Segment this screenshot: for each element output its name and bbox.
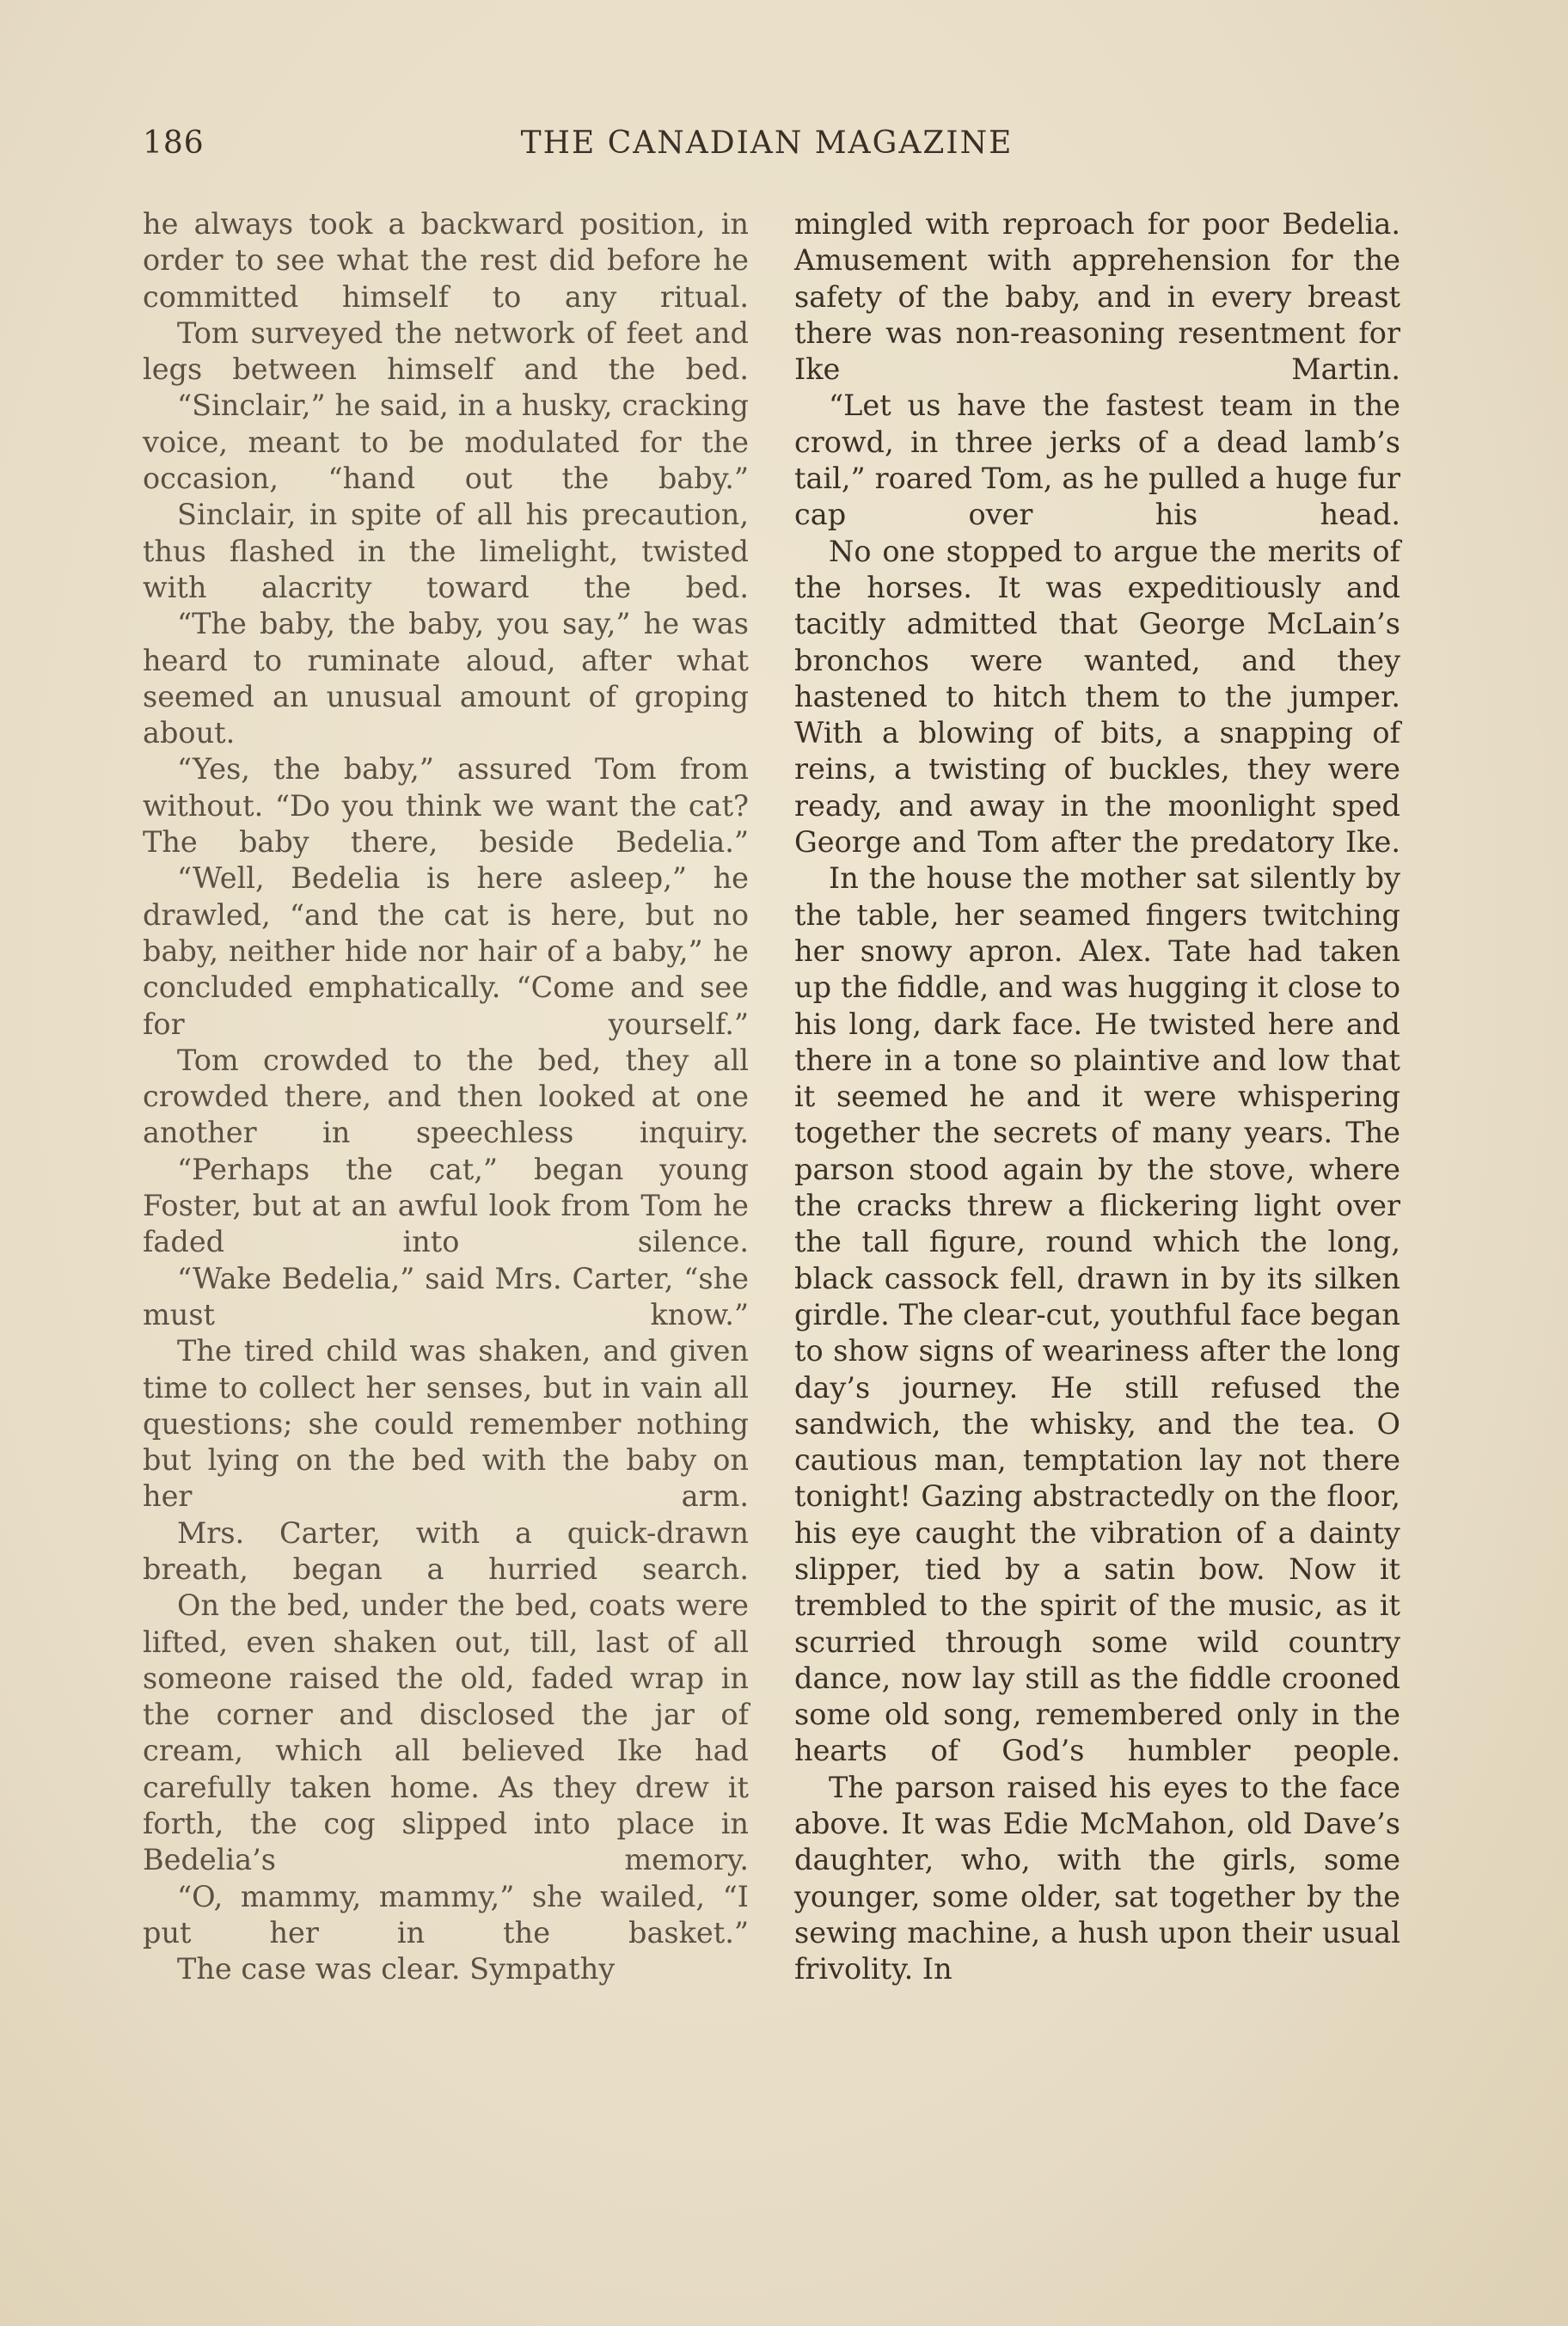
paragraph: The parson raised his eyes to the face above. It was Edie McMahon, old Dave’s daughter, who, with the girls, some younger, some older, sat together by the sewing machine, a hush upon their usual frivolity. In — [794, 1770, 1400, 1986]
paragraph: “Well, Bedelia is here asleep,” he drawled, “and the cat is here, but no baby, neither hide nor hair of a baby,” he concluded emphatically. “Come and see for yourself.” — [143, 861, 749, 1041]
paragraph: The tired child was shaken, and given time to collect her senses, but in vain all questions; she could remember nothing but lying on the bed with the baby on her arm. — [143, 1334, 749, 1514]
paragraph: Tom crowded to the bed, they all crowded there, and then looked at one another in speechless inquiry. — [143, 1043, 749, 1150]
paragraph: “Sinclair,” he said, in a husky, cracking voice, meant to be modulated for the occasion, “hand out the baby.” — [143, 389, 749, 496]
paragraph: Sinclair, in spite of all his precaution, thus flashed in the limelight, twisted with alacrity toward the bed. — [143, 498, 749, 604]
paragraph: “Perhaps the cat,” began young Foster, but at an awful look from Tom he faded into silence. — [143, 1152, 749, 1259]
paragraph: “The baby, the baby, you say,” he was heard to ruminate aloud, after what seemed an unusual amount of groping about. — [143, 607, 749, 750]
running-title: THE CANADIAN MAGAZINE — [520, 125, 1014, 161]
paragraph: “Wake Bedelia,” said Mrs. Carter, “she must know.” — [143, 1261, 749, 1331]
paragraph: On the bed, under the bed, coats were lifted, even shaken out, till, last of all someone raised the old, faded wrap in the corner and disclosed the jar of cream, which all believed Ike had carefully taken home. As they drew it forth, the cog slipped into place in Bedelia’s memory. — [143, 1588, 749, 1877]
paragraph: Tom surveyed the network of feet and legs between himself and the bed. — [143, 315, 749, 387]
page-header — [143, 125, 1391, 168]
paragraph: “Yes, the baby,” assured Tom from without. “Do you think we want the cat? The baby there, beside Bedelia.” — [143, 752, 749, 860]
paragraph: Mrs. Carter, with a quick-drawn breath, began a hurried search. — [143, 1515, 749, 1586]
right-column — [794, 206, 1400, 1988]
paragraph: “Let us have the fastest team in the crowd, in three jerks of a dead lamb’s tail,” roared Tom, as he pulled a huge fur cap over his head. — [794, 389, 1400, 532]
left-column — [143, 206, 749, 1988]
paragraph: he always took a backward position, in order to see what the rest did before he committed himself to any ritual. — [143, 207, 749, 314]
paragraph: In the house the mother sat silently by the table, her seamed fingers twitching her snowy apron. Alex. Tate had taken up the fiddle, and was hugging it close to his long, dark face. He twisted here and there in a tone so plaintive and low that it seemed he and it were whispering together the secrets of many years. The parson stood again by the stove, where the cracks threw a flickering light over the tall figure, round which the long, black cassock fell, drawn in by its silken girdle. The clear-cut, youthful face began to show signs of weariness after the long day’s journey. He still refused the sandwich, the whisky, and the tea. O cautious man, temptation lay not there tonight! Gazing abstractedly on the floor, his eye caught the vibration of a dainty slipper, tied by a satin bow. Now it trembled to the spirit of the music, as it scurried through some wild country dance, now lay still as the fiddle crooned some old song, remembered only in the hearts of God’s humbler people. — [794, 861, 1400, 1768]
paragraph: The case was clear. Sympathy — [177, 1952, 616, 1986]
page-number: 186 — [143, 125, 205, 161]
paragraph: “O, mammy, mammy,” she wailed, “I put her in the basket.” — [143, 1879, 749, 1950]
paragraph: mingled with reproach for poor Bedelia. Amusement with apprehension for the safety of the baby, and in every breast there was non-reasoning resentment for Ike Martin. — [794, 207, 1400, 387]
paragraph: No one stopped to argue the merits of the horses. It was expeditiously and tacitly admitted that George McLain’s bronchos were wanted, and they hastened to hitch them to the jumper. With a blowing of bits, a snapping of reins, a twisting of buckles, they were ready, and away in the moonlight sped George and Tom after the predatory Ike. — [794, 534, 1400, 860]
